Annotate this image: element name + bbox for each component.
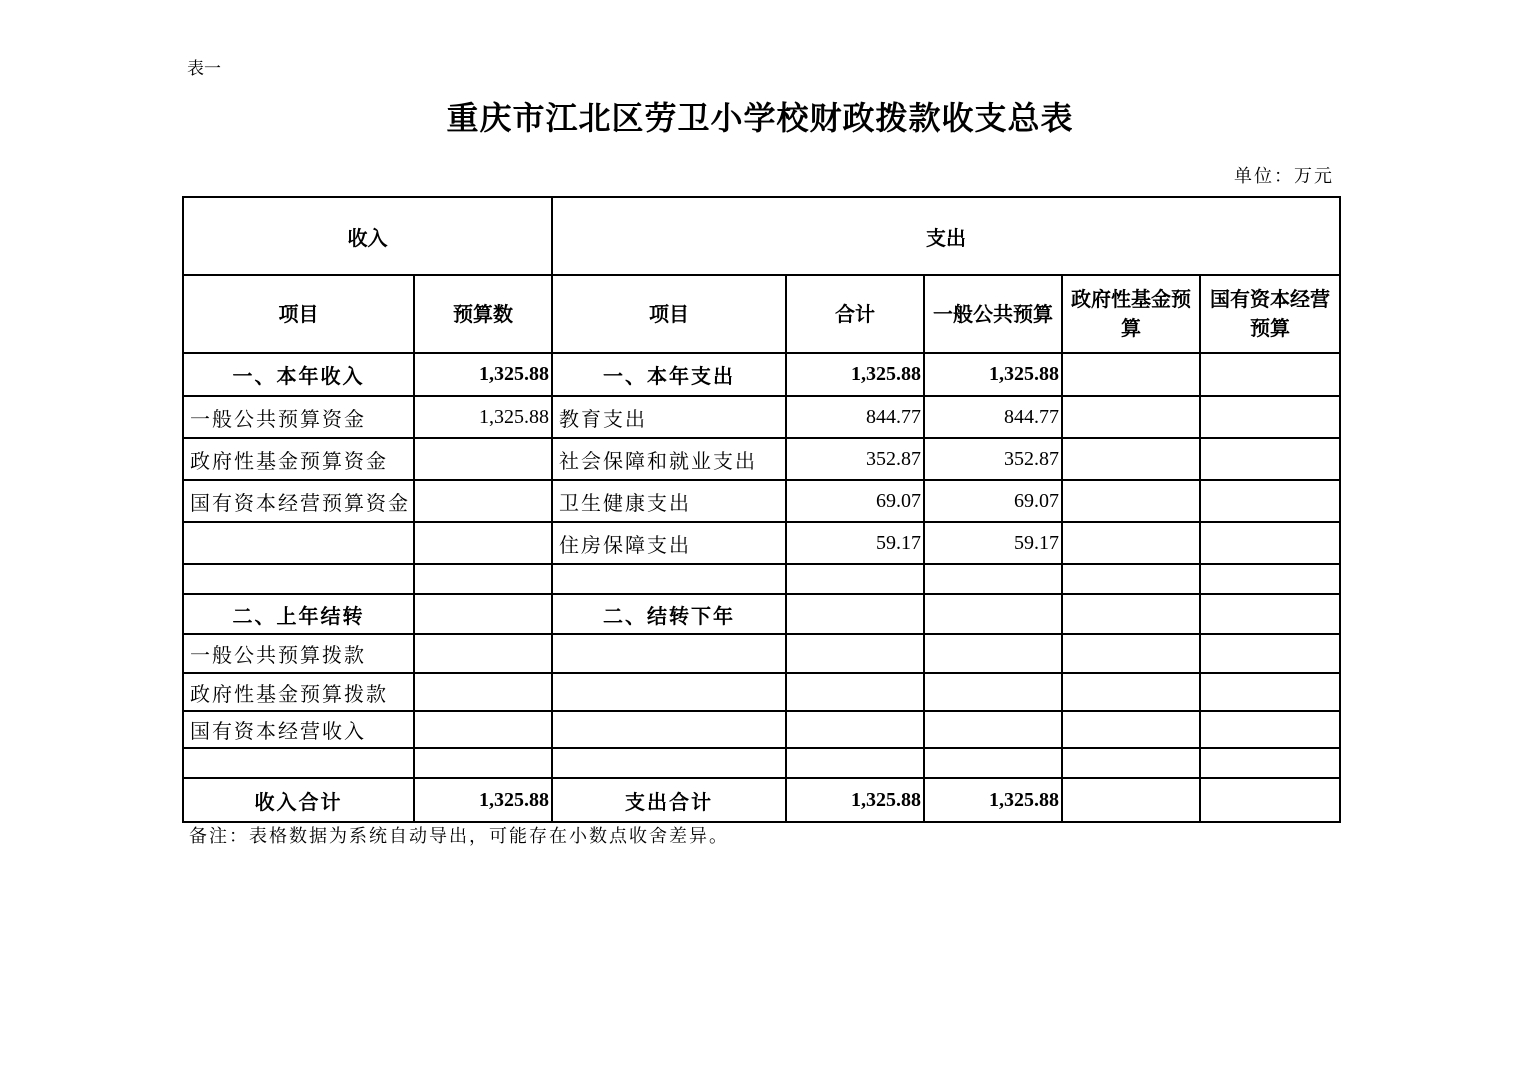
income-item [183, 748, 414, 778]
income-amount [414, 748, 552, 778]
col-expense-item: 项目 [552, 275, 786, 353]
total-amount [786, 673, 924, 711]
expense-item: 住房保障支出 [552, 522, 786, 564]
total-amount [786, 594, 924, 634]
page-label: 表一 [187, 59, 221, 79]
income-amount [414, 594, 552, 634]
budget-table [182, 196, 1341, 823]
totals-row [183, 778, 1340, 822]
income-item: 政府性基金预算资金 [183, 438, 414, 480]
income-item: 国有资本经营预算资金 [183, 480, 414, 522]
income-amount [414, 711, 552, 748]
table-row [183, 396, 1340, 438]
expense-item: 二、结转下年 [552, 594, 786, 634]
footnote: 备注：表格数据为系统自动导出，可能存在小数点收舍差异。 [189, 826, 729, 847]
col-general-budget: 一般公共预算 [924, 275, 1062, 353]
expense-item: 教育支出 [552, 396, 786, 438]
expense-item: 社会保障和就业支出 [552, 438, 786, 480]
col-income-item: 项目 [183, 275, 414, 353]
gov-fund-amount [1062, 711, 1200, 748]
table-row [183, 438, 1340, 480]
table-row [183, 748, 1340, 778]
income-total-label: 收入合计 [183, 778, 414, 822]
expense-item [552, 564, 786, 594]
total-amount: 1,325.88 [786, 353, 924, 396]
general-amount [924, 564, 1062, 594]
income-amount [414, 438, 552, 480]
table-row [183, 480, 1340, 522]
table-row [183, 711, 1340, 748]
state-capital-amount [1200, 438, 1340, 480]
income-item: 二、上年结转 [183, 594, 414, 634]
state-capital-amount [1200, 711, 1340, 748]
general-amount [924, 711, 1062, 748]
col-total: 合计 [786, 275, 924, 353]
general-amount: 59.17 [924, 522, 1062, 564]
expense-total-amount: 1,325.88 [786, 778, 924, 822]
page-title: 重庆市江北区劳卫小学校财政拨款收支总表 [446, 99, 1074, 137]
table-row [183, 522, 1340, 564]
table-row [183, 353, 1340, 396]
general-amount: 69.07 [924, 480, 1062, 522]
total-amount [786, 634, 924, 673]
expense-item [552, 711, 786, 748]
income-item [183, 564, 414, 594]
income-amount [414, 673, 552, 711]
income-amount [414, 564, 552, 594]
total-amount [786, 564, 924, 594]
section-header-row [183, 197, 1340, 275]
expense-total-label: 支出合计 [552, 778, 786, 822]
general-amount [924, 594, 1062, 634]
general-amount [924, 673, 1062, 711]
income-item: 一般公共预算拨款 [183, 634, 414, 673]
col-income-budget: 预算数 [414, 275, 552, 353]
gov-fund-amount [1062, 522, 1200, 564]
state-capital-amount [1200, 522, 1340, 564]
expense-item: 一、本年支出 [552, 353, 786, 396]
income-section-header: 收入 [183, 197, 552, 275]
table-row [183, 634, 1340, 673]
state-capital-amount [1200, 396, 1340, 438]
total-amount: 352.87 [786, 438, 924, 480]
income-amount [414, 634, 552, 673]
gov-fund-amount [1062, 673, 1200, 711]
income-amount [414, 522, 552, 564]
income-amount: 1,325.88 [414, 353, 552, 396]
general-amount: 844.77 [924, 396, 1062, 438]
expense-item [552, 748, 786, 778]
state-capital-amount [1200, 634, 1340, 673]
state-capital-amount [1200, 594, 1340, 634]
income-item: 一般公共预算资金 [183, 396, 414, 438]
state-capital-amount [1200, 564, 1340, 594]
state-capital-amount [1200, 353, 1340, 396]
unit-label: 单位：万元 [1234, 166, 1334, 187]
total-amount: 59.17 [786, 522, 924, 564]
general-amount [924, 748, 1062, 778]
general-amount: 352.87 [924, 438, 1062, 480]
gov-fund-amount [1062, 748, 1200, 778]
col-state-capital-budget: 国有资本经营预算 [1200, 275, 1340, 353]
total-amount: 844.77 [786, 396, 924, 438]
gov-fund-amount [1062, 480, 1200, 522]
income-item: 国有资本经营收入 [183, 711, 414, 748]
gov-fund-amount [1062, 353, 1200, 396]
income-item: 一、本年收入 [183, 353, 414, 396]
gov-fund-amount [1062, 634, 1200, 673]
income-total-amount: 1,325.88 [414, 778, 552, 822]
state-capital-amount [1200, 748, 1340, 778]
gov-fund-amount [1062, 438, 1200, 480]
general-total-amount: 1,325.88 [924, 778, 1062, 822]
income-amount: 1,325.88 [414, 396, 552, 438]
income-item [183, 522, 414, 564]
income-item: 政府性基金预算拨款 [183, 673, 414, 711]
col-gov-fund-budget: 政府性基金预算 [1062, 275, 1200, 353]
total-amount [786, 711, 924, 748]
total-amount: 69.07 [786, 480, 924, 522]
state-capital-total-amount [1200, 778, 1340, 822]
general-amount: 1,325.88 [924, 353, 1062, 396]
gov-fund-amount [1062, 396, 1200, 438]
column-header-row [183, 275, 1340, 353]
expense-item [552, 634, 786, 673]
gov-fund-total-amount [1062, 778, 1200, 822]
expense-item: 卫生健康支出 [552, 480, 786, 522]
income-amount [414, 480, 552, 522]
table-row [183, 564, 1340, 594]
expense-section-header: 支出 [552, 197, 1340, 275]
expense-item [552, 673, 786, 711]
state-capital-amount [1200, 480, 1340, 522]
table-row [183, 673, 1340, 711]
general-amount [924, 634, 1062, 673]
total-amount [786, 748, 924, 778]
table-row [183, 594, 1340, 634]
gov-fund-amount [1062, 594, 1200, 634]
state-capital-amount [1200, 673, 1340, 711]
gov-fund-amount [1062, 564, 1200, 594]
